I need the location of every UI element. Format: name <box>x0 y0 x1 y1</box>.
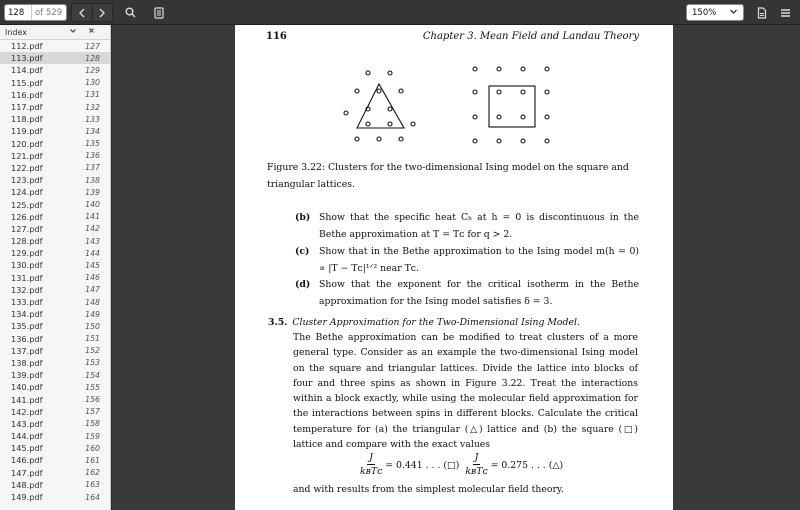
section-title: Cluster Approximation for the Two-Dimensional Ising Model. <box>292 317 580 328</box>
problem-label: (c) <box>295 246 310 257</box>
close-icon <box>88 27 95 34</box>
sidebar-title: Index <box>5 27 28 37</box>
index-item-name: 146.pdf <box>11 455 43 466</box>
index-item-page: 134 <box>85 126 100 136</box>
fraction-triangular <box>360 452 382 478</box>
chevron-down-icon <box>69 27 77 35</box>
index-item-name: 148.pdf <box>11 479 43 490</box>
problem-item <box>295 276 639 310</box>
index-list-item[interactable] <box>0 211 110 223</box>
index-item-name: 129.pdf <box>11 248 43 259</box>
chapter-header: Chapter 3. Mean Field and Landau Theory <box>422 31 639 42</box>
close-sidebar-button[interactable] <box>88 27 95 36</box>
index-item-page: 145 <box>85 260 100 270</box>
triangular-lattice-diagram <box>344 71 415 141</box>
problem-text: Show that in the Bethe approximation to the Ising model m(h = 0) ∝ |T − Tᴄ|¹ᐟ² near Tᴄ. <box>319 246 639 274</box>
menu-button[interactable] <box>777 4 793 21</box>
total-pages-label: of 529 <box>35 7 63 18</box>
index-list-item[interactable] <box>0 77 110 89</box>
index-item-name: 122.pdf <box>11 162 43 173</box>
index-item-page: 130 <box>85 78 100 88</box>
index-item-page: 158 <box>85 419 100 429</box>
index-list-item[interactable] <box>0 101 110 113</box>
index-item-name: 145.pdf <box>11 443 43 454</box>
index-item-page: 147 <box>85 285 100 295</box>
toolbar <box>0 0 800 25</box>
index-item-page: 127 <box>85 41 100 51</box>
chevron-down-icon <box>729 7 738 18</box>
index-item-page: 143 <box>85 236 100 246</box>
index-item-name: 140.pdf <box>11 382 43 393</box>
index-list-item[interactable] <box>0 272 110 284</box>
previous-page-button[interactable] <box>72 4 93 21</box>
index-item-name: 128.pdf <box>11 236 43 247</box>
index-item-page: 148 <box>85 297 100 307</box>
index-item-page: 140 <box>85 200 100 210</box>
index-item-page: 155 <box>85 382 100 392</box>
index-list-item[interactable] <box>0 479 110 491</box>
section-paragraph: The Bethe approximation can be modified to treat clusters of a more general type. Consider as an example the two-dimensional Ising model on the square and triangular lattices. Divide the lattice into blocks of four and three spins as shown in Figure 3.22. Treat the interactions within a block exactly, while using the molecular field approximation for the interactions between spins in different blocks. Calculate the critical temperature for (a) the triangular (△) lattice and (b) the square (□) lattice and compare with the exact values <box>293 332 638 451</box>
current-page-input[interactable]: 128 <box>5 5 32 20</box>
page-number-field[interactable] <box>4 4 67 21</box>
index-item-name: 131.pdf <box>11 272 43 283</box>
index-item-name: 134.pdf <box>11 309 43 320</box>
zoom-select[interactable] <box>686 4 744 21</box>
index-list-item[interactable] <box>0 40 110 52</box>
section-number: 3.5. <box>268 317 288 328</box>
index-item-page: 156 <box>85 395 100 405</box>
index-item-page: 138 <box>85 175 100 185</box>
index-item-name: 149.pdf <box>11 492 43 503</box>
fraction-numerator: J <box>369 452 373 463</box>
index-list-item[interactable] <box>0 284 110 296</box>
index-item-page: 164 <box>85 492 100 502</box>
index-item-name: 113.pdf <box>11 53 43 64</box>
index-item-page: 149 <box>85 309 100 319</box>
equation-value: = 0.275 . . . (△) <box>490 459 564 471</box>
index-item-name: 120.pdf <box>11 138 43 149</box>
index-item-page: 128 <box>85 53 100 63</box>
critical-values-equation <box>360 452 563 478</box>
search-icon <box>125 7 136 18</box>
index-list-item[interactable] <box>0 198 110 210</box>
index-list-item[interactable] <box>0 162 110 174</box>
index-list-item[interactable] <box>0 89 110 101</box>
index-list <box>0 40 110 503</box>
index-list-item[interactable] <box>0 174 110 186</box>
page-number-heading: 116 <box>266 31 287 42</box>
index-list-item[interactable] <box>0 491 110 503</box>
index-item-page: 135 <box>85 139 100 149</box>
problem-item <box>295 243 639 277</box>
index-item-name: 117.pdf <box>11 102 43 113</box>
index-item-page: 161 <box>85 455 100 465</box>
document-viewport[interactable] <box>112 25 800 510</box>
index-item-page: 159 <box>85 431 100 441</box>
index-item-name: 127.pdf <box>11 223 43 234</box>
index-item-name: 142.pdf <box>11 406 43 417</box>
index-list-item[interactable] <box>0 442 110 454</box>
index-item-page: 151 <box>85 334 100 344</box>
index-item-name: 123.pdf <box>11 175 43 186</box>
index-item-name: 135.pdf <box>11 321 43 332</box>
chevron-right-icon <box>98 8 106 18</box>
index-item-name: 118.pdf <box>11 114 43 125</box>
index-item-name: 124.pdf <box>11 187 43 198</box>
index-list-item[interactable] <box>0 308 110 320</box>
document-properties-button[interactable] <box>754 4 769 21</box>
hamburger-menu-icon <box>780 8 791 18</box>
index-item-name: 114.pdf <box>11 65 43 76</box>
index-item-name: 147.pdf <box>11 467 43 478</box>
problem-item <box>295 209 639 243</box>
next-page-button[interactable] <box>93 4 113 21</box>
problem-text: Show that the exponent for the critical isotherm in the Bethe approximation for the Ising model satisfies δ = 3. <box>319 279 639 307</box>
square-lattice-diagram <box>473 67 549 143</box>
index-item-page: 162 <box>85 468 100 478</box>
paragraph-continuation: and with results from the simplest molecular field theory. <box>293 484 564 495</box>
fraction-square <box>465 452 487 478</box>
index-item-page: 137 <box>85 163 100 173</box>
index-item-page: 133 <box>85 114 100 124</box>
index-list-item[interactable] <box>0 64 110 76</box>
index-item-name: 116.pdf <box>11 89 43 100</box>
index-list-item[interactable] <box>0 369 110 381</box>
index-item-name: 139.pdf <box>11 370 43 381</box>
index-list-item[interactable] <box>0 113 110 125</box>
problem-label: (b) <box>295 212 311 223</box>
index-item-name: 126.pdf <box>11 211 43 222</box>
index-list-item[interactable] <box>0 125 110 137</box>
index-item-name: 133.pdf <box>11 297 43 308</box>
index-list-item[interactable] <box>0 430 110 442</box>
sidebar-toggle-button[interactable] <box>150 4 167 21</box>
index-list-item[interactable] <box>0 186 110 198</box>
index-list-item[interactable] <box>0 333 110 345</box>
index-item-page: 129 <box>85 65 100 75</box>
index-item-page: 141 <box>85 212 100 222</box>
index-list-item[interactable] <box>0 296 110 308</box>
index-item-name: 121.pdf <box>11 150 43 161</box>
index-item-page: 142 <box>85 224 100 234</box>
index-item-name: 137.pdf <box>11 345 43 356</box>
pdf-page <box>235 25 673 510</box>
section-heading <box>268 315 580 330</box>
index-list-item[interactable] <box>0 406 110 418</box>
fraction-numerator: J <box>474 452 479 463</box>
index-list-item[interactable] <box>0 381 110 393</box>
index-item-name: 112.pdf <box>11 41 43 52</box>
sidebar-mode-dropdown[interactable] <box>69 27 77 37</box>
index-item-page: 152 <box>85 346 100 356</box>
equation-value: = 0.441 . . . (□) <box>385 459 460 471</box>
index-list-item[interactable] <box>0 150 110 162</box>
document-icon <box>154 7 164 19</box>
index-item-page: 160 <box>85 443 100 453</box>
index-item-name: 141.pdf <box>11 394 43 405</box>
index-item-page: 154 <box>85 370 100 380</box>
index-list-item[interactable] <box>0 235 110 247</box>
index-item-name: 115.pdf <box>11 77 43 88</box>
index-item-name: 136.pdf <box>11 333 43 344</box>
index-item-name: 130.pdf <box>11 260 43 271</box>
index-item-name: 144.pdf <box>11 431 43 442</box>
page-navigation <box>71 3 113 22</box>
index-list-item[interactable] <box>0 345 110 357</box>
index-list-item[interactable] <box>0 247 110 259</box>
index-list-item[interactable] <box>0 418 110 430</box>
index-list-item[interactable] <box>0 454 110 466</box>
index-item-name: 125.pdf <box>11 199 43 210</box>
index-item-name: 132.pdf <box>11 284 43 295</box>
index-item-page: 153 <box>85 358 100 368</box>
index-list-item[interactable] <box>0 320 110 332</box>
index-item-name: 138.pdf <box>11 357 43 368</box>
problem-label: (d) <box>295 279 311 290</box>
index-item-name: 119.pdf <box>11 126 43 137</box>
index-item-page: 131 <box>85 90 100 100</box>
index-item-page: 136 <box>85 151 100 161</box>
index-list-item[interactable] <box>0 52 110 64</box>
zoom-value: 150% <box>692 7 717 18</box>
lattice-cluster-figure <box>335 62 555 152</box>
index-list-item[interactable] <box>0 223 110 235</box>
index-list-item[interactable] <box>0 467 110 479</box>
index-item-page: 144 <box>85 248 100 258</box>
index-list-item[interactable] <box>0 393 110 405</box>
chevron-left-icon <box>78 8 86 18</box>
index-item-page: 132 <box>85 102 100 112</box>
figure-caption: Figure 3.22: Clusters for the two-dimensional Ising model on the square and triangular lattices. <box>267 162 629 190</box>
index-sidebar <box>0 25 111 510</box>
index-list-item[interactable] <box>0 357 110 369</box>
sidebar-header <box>0 25 110 40</box>
index-item-page: 150 <box>85 321 100 331</box>
index-list-item[interactable] <box>0 259 110 271</box>
index-item-page: 157 <box>85 407 100 417</box>
fraction-denominator: kʙTᴄ <box>360 466 383 477</box>
search-button[interactable] <box>122 4 139 21</box>
index-item-page: 139 <box>85 187 100 197</box>
index-list-item[interactable] <box>0 138 110 150</box>
file-icon <box>757 7 767 19</box>
index-item-page: 163 <box>85 480 100 490</box>
problem-text: Show that the specific heat Cₕ at h = 0 is discontinuous in the Bethe approximation at T = Tᴄ for q > 2. <box>319 212 639 240</box>
index-item-page: 146 <box>85 273 100 283</box>
fraction-denominator: kʙTᴄ <box>465 466 488 477</box>
index-item-name: 143.pdf <box>11 418 43 429</box>
